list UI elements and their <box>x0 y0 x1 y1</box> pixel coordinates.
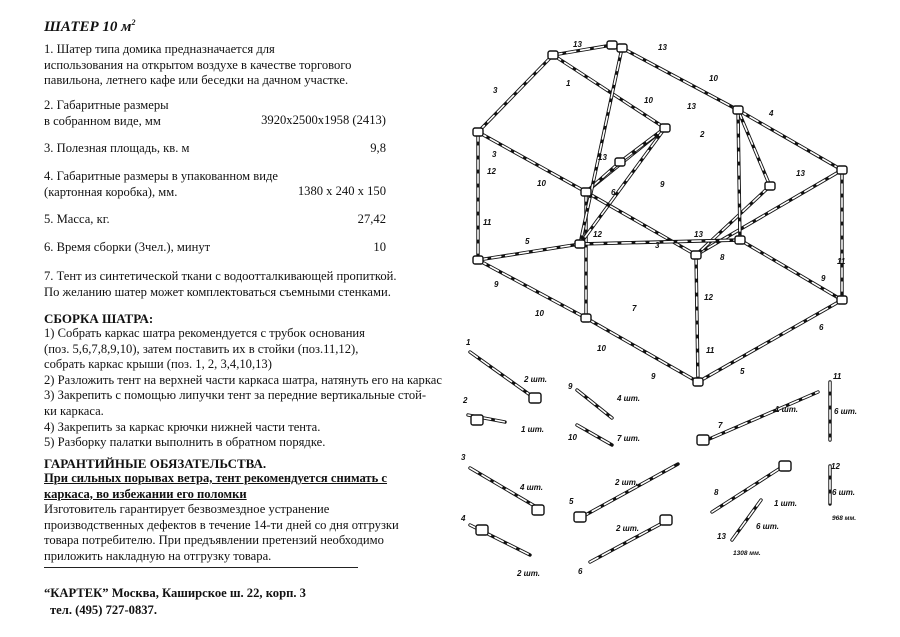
part-qty-5: 2 шт. <box>615 478 639 487</box>
joint-B2 <box>581 314 591 322</box>
part-number-5: 5 <box>569 497 574 506</box>
part-3-joint <box>532 505 544 515</box>
frame-label-12: 12 <box>704 293 713 302</box>
frame-label-5: 5 <box>740 367 745 376</box>
joint-L3 <box>607 41 617 49</box>
company-phone: тел. (495) 727-0837. <box>50 603 157 617</box>
frame-label-10: 10 <box>535 309 544 318</box>
frame-pipe-11-inner <box>696 186 770 255</box>
frame-label-10: 10 <box>644 96 653 105</box>
frame-label-3: 3 <box>655 241 660 250</box>
warranty-warning: При сильных порывах ветра, тент рекомендуется снимать с каркаса, во избежании его поломки <box>44 471 388 501</box>
part-8-joint <box>779 461 791 471</box>
frame-label-1: 1 <box>566 79 571 88</box>
warranty-title: ГАРАНТИЙНЫЕ ОБЯЗАТЕЛЬСТВА. <box>44 456 267 471</box>
part-5-joint <box>574 512 586 522</box>
item-5-value: 27,42 <box>357 212 386 226</box>
frame-label-12: 12 <box>593 230 602 239</box>
item-4-value: 1380 х 240 х 150 <box>297 184 386 198</box>
assembly-title: СБОРКА ШАТРА: <box>44 311 154 326</box>
frame-label-13: 13 <box>687 102 696 111</box>
frame-label-2: 2 <box>700 130 705 139</box>
item-4: 4. Габаритные размеры в упакованном виде (картонная коробка), мм. <box>44 169 278 199</box>
frame-label-13: 13 <box>658 43 667 52</box>
item-5: 5. Масса, кг. <box>44 212 110 226</box>
part-qty-3: 4 шт. <box>520 483 544 492</box>
joint-L4 <box>660 124 670 132</box>
frame-label-8: 8 <box>720 253 725 262</box>
frame-pipe-21-inner <box>478 244 580 260</box>
part-qty-11: 6 шт. <box>834 407 858 416</box>
frame-label-13: 13 <box>796 169 805 178</box>
joint-M1 <box>615 158 625 166</box>
frame-joints <box>473 41 847 386</box>
part-qty-8: 1 шт. <box>774 499 798 508</box>
item-1: 1. Шатер типа домика предназначается для использования на открытом воздухе в качестве торгового павильона, летнего кафе или беседки на дачном участке. <box>44 42 352 88</box>
part-number-6: 6 <box>578 567 583 576</box>
frame-label-11: 11 <box>706 346 715 355</box>
joint-L1 <box>473 128 483 136</box>
part-number-9: 9 <box>568 382 573 391</box>
length-13-label: 1308 мм. <box>733 550 761 557</box>
joint-R1 <box>581 188 591 196</box>
part-number-7: 7 <box>718 421 723 430</box>
frame-label-6: 6 <box>611 188 616 197</box>
parts-labels <box>460 338 857 578</box>
part-number-8: 8 <box>714 488 719 497</box>
frame-pipe-1-inner <box>553 45 612 55</box>
item-7: 7. Тент из синтетической ткани с водоотталкивающей пропиткой. По желанию шатер может комплектоваться съемными стенками. <box>44 269 397 299</box>
part-number-12: 12 <box>831 462 840 471</box>
frame-label-12: 12 <box>487 167 496 176</box>
joint-B1 <box>473 256 483 264</box>
part-4-joint <box>476 525 488 535</box>
part-qty-6: 2 шт. <box>616 524 640 533</box>
part-qty-4: 2 шт. <box>517 569 541 578</box>
company-address: “КАРТЕК” Москва, Каширское ш. 22, корп. 3 <box>44 586 306 600</box>
part-qty-12: 6 шт. <box>832 488 856 497</box>
item-6-value: 10 <box>373 240 386 254</box>
warranty-text: Изготовитель гарантирует безвозмездное устранение производственных дефектов в течение 14-ти дней со дня отгрузки товара потребителю. При предъявлении претензий необходимо приложить накладную на отгрузку товара. <box>44 502 399 563</box>
joint-L2 <box>548 51 558 59</box>
frame-label-3: 3 <box>493 86 498 95</box>
frame-label-10: 10 <box>709 74 718 83</box>
frame-pipes <box>478 45 842 382</box>
part-2-joint <box>471 415 483 425</box>
joint-B4 <box>837 296 847 304</box>
joint-C2 <box>735 236 745 244</box>
part-7-joint <box>697 435 709 445</box>
frame-pipe-3-inner <box>622 48 738 110</box>
part-qty-13: 6 шт. <box>756 522 780 531</box>
frame-label-6: 6 <box>819 323 824 332</box>
part-number-13: 13 <box>717 532 726 541</box>
frame-label-3: 3 <box>492 150 497 159</box>
part-1-joint <box>529 393 541 403</box>
joint-R2 <box>691 251 701 259</box>
part-number-2: 2 <box>463 396 468 405</box>
frame-label-10: 10 <box>597 344 606 353</box>
part-number-4: 4 <box>461 514 466 523</box>
frame-pipe-18-inner <box>478 260 586 318</box>
frame-label-9: 9 <box>651 372 656 381</box>
joint-C3 <box>617 44 627 52</box>
assembly-list: 1) Собрать каркас шатра рекомендуется с трубок основания (поз. 5,6,7,8,9,10), затем поставить их в стойки (поз.11,12), собрать каркас крыши (поз. 1, 2, 3,4,10,13) 2) Разложить тент на верхней части каркаса шатра, натянуть его на каркас 3) Закрепить с помощью липучки тент за передние вертикальные стой- ки каркаса. 4) Закрепить за каркас крючки нижней части тента. 5) Разборку палатки выполнить в обратном порядке. <box>44 326 442 450</box>
frame-pipe-5-inner <box>478 132 586 192</box>
part-qty-2: 1 шт. <box>521 425 545 434</box>
joint-C1 <box>575 240 585 248</box>
part-6-joint <box>660 515 672 525</box>
frame-label-11: 11 <box>483 218 492 227</box>
frame-label-9: 9 <box>494 280 499 289</box>
part-qty-9: 4 шт. <box>617 394 641 403</box>
frame-label-9: 9 <box>821 274 826 283</box>
joint-B3 <box>693 378 703 386</box>
frame-label-5: 5 <box>525 237 530 246</box>
frame-label-4: 4 <box>769 109 774 118</box>
part-5-pipe-inner <box>580 464 678 518</box>
part-number-11: 11 <box>833 372 842 381</box>
part-number-1: 1 <box>466 338 471 347</box>
frame-pipe-23-inner <box>740 240 842 300</box>
doc-title: ШАТЕР 10 $м^2$ <box>44 18 136 35</box>
part-number-10: 10 <box>568 433 577 442</box>
part-qty-10: 7 шт. <box>617 434 641 443</box>
frame-label-10: 10 <box>537 179 546 188</box>
length-12-label: 968 мм. <box>832 515 857 522</box>
frame-label-9: 9 <box>660 180 665 189</box>
item-2-value: 3920х2500х1958 (2413) <box>261 113 386 127</box>
frame-label-7: 7 <box>632 304 637 313</box>
frame-pipe-6-inner <box>586 192 696 255</box>
item-6: 6. Время сборки (3чел.), минут <box>44 240 211 254</box>
joint-L5 <box>733 106 743 114</box>
joint-L6 <box>837 166 847 174</box>
frame-label-11: 11 <box>837 257 846 266</box>
part-qty-1: 2 шт. <box>524 375 548 384</box>
item-2: 2. Габаритные размеры в собранном виде, мм <box>44 98 169 128</box>
item-3-value: 9,8 <box>370 141 386 155</box>
joint-R3 <box>765 182 775 190</box>
item-3: 3. Полезная площадь, кв. м <box>44 141 190 155</box>
frame-label-13: 13 <box>694 230 703 239</box>
frame-label-13: 13 <box>573 40 582 49</box>
part-number-3: 3 <box>461 453 466 462</box>
frame-label-13: 13 <box>598 153 607 162</box>
frame-pipe-4-inner <box>738 110 842 170</box>
part-qty-7: 1 шт. <box>775 405 799 414</box>
part-10-pipe-inner <box>577 425 612 445</box>
